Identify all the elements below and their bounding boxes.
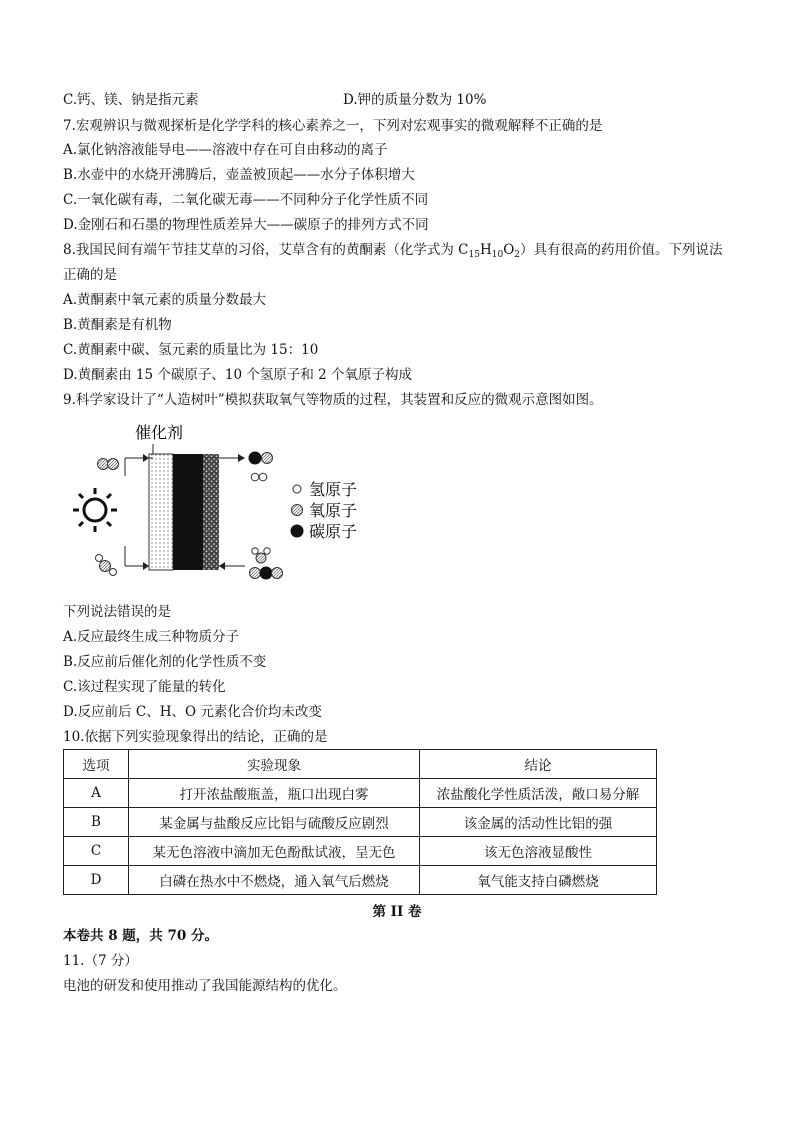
arrow-icon [143, 562, 149, 570]
q7-stem: 7.宏观辨识与微观探析是化学学科的核心素养之一，下列对宏观事实的微观解释不正确的是 [63, 118, 603, 134]
legend-oxygen: 氧原子 [309, 501, 358, 520]
table-cell: C [64, 837, 129, 866]
legend-carbon: 碳原子 [309, 522, 358, 541]
q11-stem: 11.（7 分） [63, 953, 138, 969]
formula-o: O [503, 242, 515, 258]
q11-text: 电池的研发和使用推动了我国能源结构的优化。 [63, 978, 347, 994]
table-header: 结论 [420, 750, 657, 779]
arrow-icon [219, 562, 225, 570]
formula-sub-o: 2 [514, 250, 521, 260]
sun-icon [73, 488, 117, 532]
table-row [64, 779, 657, 808]
black-layer [173, 454, 203, 570]
legend-hydrogen: 氢原子 [309, 480, 358, 499]
q9-option-c: C.该过程实现了能量的转化 [63, 679, 226, 695]
table-cell: 氧气能支持白磷燃烧 [420, 866, 657, 895]
formula-sub-h: 10 [491, 250, 504, 260]
catalyst-label: 催化剂 [135, 423, 184, 442]
table-cell: 打开浓盐酸瓶盖，瓶口出现白雾 [129, 779, 420, 808]
table-cell: 浓盐酸化学性质活泼，敞口易分解 [420, 779, 657, 808]
artificial-leaf-figure [63, 418, 373, 588]
water-molecule-icon [96, 555, 117, 576]
table-cell: A [64, 779, 129, 808]
part-two-note: 本卷共 8 题，共 70 分。 [63, 928, 218, 944]
water-molecule-icon [252, 548, 270, 563]
catalyst-layer [149, 454, 173, 570]
q7-option-c: C.一氧化碳有毒，二氧化碳无毒——不同种分子化学性质不同 [63, 192, 429, 208]
q8-stem-line2: 正确的是 [63, 267, 117, 283]
carbon-atom-icon [291, 525, 304, 538]
table-row [64, 808, 657, 837]
speckled-layer [203, 454, 219, 570]
q7-option-d: D.金刚石和石墨的物理性质差异大——碳原子的排列方式不同 [63, 217, 429, 233]
experiment-table [63, 749, 657, 895]
q8-option-a: A.黄酮素中氧元素的质量分数最大 [63, 292, 267, 308]
q9-ask: 下列说法错误的是 [63, 604, 171, 620]
table-row [64, 866, 657, 895]
formula-h: H [479, 242, 492, 258]
table-cell: 该无色溶液显酸性 [420, 837, 657, 866]
arrow-icon [143, 454, 149, 462]
q9-stem: 9.科学家设计了“人造树叶”模拟获取氧气等物质的过程，其装置和反应的微观示意图如图。 [63, 392, 603, 408]
q9-option-b: B.反应前后催化剂的化学性质不变 [63, 654, 267, 670]
q8-stem-post: ）具有很高的药用价值。下列说法 [520, 242, 723, 258]
q10-stem: 10.依据下列实验现象得出的结论，正确的是 [63, 729, 328, 745]
q8-stem [63, 241, 723, 264]
q9-option-a: A.反应最终生成三种物质分子 [63, 629, 240, 645]
table-cell: 白磷在热水中不燃烧，通入氧气后燃烧 [129, 866, 420, 895]
q8-option-b: B.黄酮素是有机物 [63, 317, 172, 333]
q9-option-d: D.反应前后 C、H、O 元素化合价均未改变 [63, 704, 322, 720]
table-header: 选项 [64, 750, 129, 779]
carbon-dioxide-molecule-icon [249, 452, 273, 465]
table-cell: 某无色溶液中滴加无色酚酞试液，呈无色 [129, 837, 420, 866]
table-cell: D [64, 866, 129, 895]
hydrogen-molecule-icon [251, 473, 267, 481]
q6-option-c: C.钙、镁、钠是指元素 [63, 92, 199, 108]
part-two-title: 第 II 卷 [372, 904, 422, 920]
arrow-icon [238, 454, 245, 462]
q7-option-a: A.氯化钠溶液能导电——溶液中存在可自由移动的离子 [63, 142, 388, 158]
oxygen-atom-icon [292, 505, 303, 516]
oxygen-molecule-icon [98, 459, 119, 470]
table-row [64, 837, 657, 866]
table-header: 实验现象 [129, 750, 420, 779]
formula-sub-c: 15 [468, 250, 480, 260]
table-cell: B [64, 808, 129, 837]
q8-option-d: D.黄酮素由 15 个碳原子、10 个氢原子和 2 个氧原子构成 [63, 367, 413, 383]
q8-option-c: C.黄酮素中碳、氢元素的质量比为 15：10 [63, 342, 319, 358]
table-cell: 该金属的活动性比铝的强 [420, 808, 657, 837]
q6-option-d: D.钾的质量分数为 10% [343, 92, 487, 108]
table-cell: 某金属与盐酸反应比铝与硫酸反应剧烈 [129, 808, 420, 837]
hydrogen-atom-icon [293, 485, 301, 493]
q7-option-b: B.水壶中的水烧开沸腾后，壶盖被顶起——水分子体积增大 [63, 167, 415, 183]
carbon-dioxide-molecule-icon [250, 567, 283, 580]
table-header-row [64, 750, 657, 779]
q8-stem-pre: 8.我国民间有端午节挂艾草的习俗，艾草含有的黄酮素（化学式为 C [63, 242, 469, 258]
